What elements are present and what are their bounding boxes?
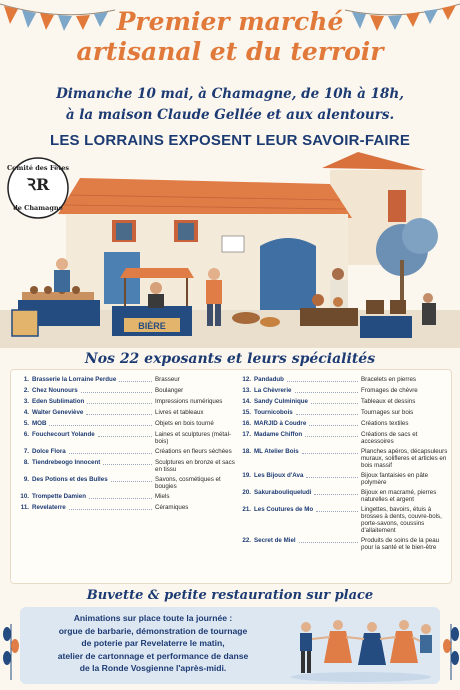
- exhibitor-number: 10.: [20, 493, 29, 500]
- exhibitor-name: Les Bijoux d'Ava: [254, 472, 304, 479]
- animations-line: orgue de barbarie, démonstration de tournage: [58, 625, 248, 636]
- exhibitor-row: [239, 387, 449, 395]
- animations-text: [28, 612, 278, 675]
- exhibitor-row: [17, 476, 235, 490]
- committee-logo: [7, 158, 69, 218]
- dot-leader: [87, 398, 152, 404]
- exhibitor-number: 6.: [23, 431, 29, 438]
- event-place: à la maison Claude Gellée et aux alentours.: [65, 107, 395, 123]
- exhibitor-number: 13.: [242, 387, 251, 394]
- logo-bottom-text: de Chamagne: [13, 204, 63, 212]
- exhibitor-name: Pandadub: [254, 376, 284, 383]
- exhibitor-name: Revelaterre: [32, 504, 66, 511]
- exhibitor-row: [17, 493, 235, 501]
- exhibitor-name: Fouchecourt Yolande: [32, 431, 95, 438]
- dot-leader: [89, 493, 152, 499]
- exhibitor-specialty: Objets en bois tourné: [155, 420, 214, 427]
- leaf-decoration-left: [2, 620, 20, 680]
- exhibitor-name: Les Coutures de Mo: [254, 506, 314, 513]
- exhibitor-name: Secret de Miel: [254, 537, 296, 544]
- exhibitor-number: 14.: [242, 398, 251, 405]
- exhibitor-name: Madame Chiffon: [254, 431, 303, 438]
- dot-leader: [86, 409, 152, 415]
- exhibitor-specialty: Boulanger: [155, 387, 184, 394]
- exhibitor-number: 4.: [23, 409, 29, 416]
- exhibitor-name: Dolce Flora: [32, 448, 66, 455]
- exhibitor-row: [239, 376, 449, 384]
- exhibitor-row: [17, 376, 235, 384]
- exhibitor-name: Sandy Culminique: [254, 398, 308, 405]
- exhibitor-row: [17, 398, 235, 406]
- exhibitor-number: 2.: [23, 387, 29, 394]
- exhibitor-specialty: Bijoux fantaisies en pâte polymère: [361, 472, 429, 486]
- buvette-heading: Buvette & petite restauration sur place: [86, 588, 374, 603]
- exhibitor-name: MARJID à Coudre: [254, 420, 307, 427]
- headline: LES LORRAINS EXPOSENT LEUR SAVOIR-FAIRE: [49, 132, 411, 149]
- exhibitor-specialty: Savons, cosmétiques et bougies: [155, 476, 221, 490]
- exhibitor-row: [239, 448, 449, 469]
- event-date: Dimanche 10 mai, à Chamagne, de 10h à 18h,: [56, 86, 404, 102]
- exhibitor-row: [239, 489, 449, 503]
- exhibitor-name: Trompette Damien: [32, 493, 86, 500]
- exhibitor-row: [17, 387, 235, 395]
- exhibitor-specialty: Brasseur: [155, 376, 180, 383]
- exhibitor-row: [17, 459, 235, 473]
- exhibitor-specialty: Bracelets en pierres: [361, 376, 417, 383]
- exhibitor-number: 17.: [242, 431, 251, 438]
- exhibitor-name: Brasserie la Lorraine Perdue: [32, 376, 117, 383]
- exhibitor-specialty: Tableaux et dessins: [361, 398, 416, 405]
- poster-title-line2: artisanal et du terroir: [76, 37, 384, 66]
- exhibitor-specialty: Céramiques: [155, 504, 189, 511]
- exhibitor-specialty: Tournages sur bois: [361, 409, 414, 416]
- exhibitor-row: [239, 409, 449, 417]
- animations-line: de poterie par Revelaterre le matin,: [81, 638, 225, 649]
- exhibitors-column-right: [239, 376, 449, 554]
- dot-leader: [316, 506, 358, 512]
- exhibitor-number: 15.: [242, 409, 251, 416]
- dot-leader: [295, 387, 359, 393]
- exhibitor-number: 9.: [23, 476, 29, 483]
- exhibitor-specialty: Créations en fleurs séchées: [155, 448, 232, 455]
- exhibitor-name: MOB: [32, 420, 47, 427]
- exhibitor-number: 21.: [242, 506, 251, 513]
- exhibitor-number: 20.: [242, 489, 251, 496]
- exhibitor-number: 22.: [242, 537, 251, 544]
- exhibitor-specialty: Produits de soins de la peau pour la santé et le bien-être: [361, 537, 440, 551]
- exhibitor-row: [239, 420, 449, 428]
- market-illustration: [0, 150, 460, 348]
- exhibitor-row: [239, 472, 449, 486]
- exhibitor-specialty: Planches apéros, décapsuleurs muraux, solifleres et articles en bois massif: [361, 448, 448, 469]
- leaf-decoration-right: [442, 620, 460, 680]
- exhibitor-row: [239, 398, 449, 406]
- exhibitor-name: Sakurabouliqueludi: [254, 489, 312, 496]
- exhibitor-number: 18.: [242, 448, 251, 455]
- exhibitors-title: Nos 22 exposants et leurs spécialités: [84, 351, 376, 367]
- animations-line: de la Ronde Vosgienne l'après-midi.: [79, 663, 227, 674]
- exhibitor-number: 1.: [23, 376, 29, 383]
- dot-leader: [69, 448, 152, 454]
- dot-leader: [69, 504, 152, 510]
- dot-leader: [111, 476, 152, 482]
- dot-leader: [98, 431, 152, 437]
- exhibitor-row: [239, 431, 449, 445]
- exhibitor-specialty: Miels: [155, 493, 170, 500]
- exhibitor-specialty: Sculptures en bronze et sacs en tissu: [155, 459, 235, 473]
- exhibitor-name: ML Atelier Bois: [254, 448, 299, 455]
- exhibitor-specialty: Fromages de chèvre: [361, 387, 418, 394]
- exhibitor-row: [17, 420, 235, 428]
- dot-leader: [49, 420, 152, 426]
- exhibitor-row: [17, 431, 235, 445]
- dot-leader: [287, 376, 358, 382]
- exhibitor-name: Eden Sublimation: [32, 398, 85, 405]
- dot-leader: [311, 398, 358, 404]
- stall-sign-text: BIÈRE: [138, 321, 166, 331]
- exhibitor-row: [17, 504, 235, 512]
- exhibitor-name: Des Potions et des Bulles: [32, 476, 108, 483]
- exhibitor-specialty: Bijoux en macramé, pierres naturelles et argent: [361, 489, 437, 503]
- exhibitors-list: [10, 369, 452, 584]
- exhibitor-number: 12.: [242, 376, 251, 383]
- exhibitor-row: [17, 409, 235, 417]
- dot-leader: [309, 420, 358, 426]
- exhibitor-row: [239, 537, 449, 551]
- animations-panel: [20, 607, 440, 684]
- exhibitor-name: Tournicobois: [254, 409, 293, 416]
- exhibitor-number: 11.: [20, 504, 29, 511]
- exhibitor-name: La Chèvrerie: [254, 387, 292, 394]
- dot-leader: [302, 448, 358, 454]
- dot-leader: [305, 431, 358, 437]
- exhibitor-number: 5.: [23, 420, 29, 427]
- exhibitor-number: 8.: [23, 459, 29, 466]
- exhibitors-column-left: [17, 376, 235, 515]
- exhibitor-name: Walter Geneviève: [32, 409, 84, 416]
- exhibitor-specialty: Créations textiles: [361, 420, 409, 427]
- dot-leader: [299, 537, 358, 543]
- exhibitor-specialty: Créations de sacs et accessoires: [361, 431, 418, 445]
- exhibitor-number: 19.: [242, 472, 251, 479]
- dot-leader: [296, 409, 358, 415]
- poster-title-line1: Premier marché: [116, 7, 344, 36]
- exhibitor-number: 7.: [23, 448, 29, 455]
- exhibitor-specialty: Livres et tableaux: [155, 409, 204, 416]
- dancers-illustration: [286, 609, 436, 683]
- exhibitor-specialty: Lingettes, bavoirs, étuis à brosses à dents, couvre-bols, porte-savons, coussins d'allaitement: [361, 506, 442, 534]
- exhibitor-name: Tiendrebeogo Innocent: [32, 459, 101, 466]
- dot-leader: [103, 459, 152, 465]
- dot-leader: [314, 489, 358, 495]
- exhibitor-specialty: Impressions numériques: [155, 398, 223, 405]
- dot-leader: [119, 376, 152, 382]
- exhibitor-row: [17, 448, 235, 456]
- exhibitor-name: Chez Nounours: [32, 387, 78, 394]
- dot-leader: [81, 387, 152, 393]
- exhibitor-row: [239, 506, 449, 534]
- dot-leader: [306, 472, 358, 478]
- svg-text:ꝚR: ꝚR: [26, 175, 50, 194]
- exhibitor-specialty: Laines et sculptures (métal-bois): [155, 431, 232, 445]
- animations-line: atelier de cartonnage et performance de danse: [57, 650, 249, 661]
- logo-top-text: Comité des Fêtes: [6, 164, 70, 172]
- exhibitor-number: 16.: [242, 420, 251, 427]
- animations-line: Animations sur place toute la journée :: [73, 613, 233, 623]
- exhibitor-number: 3.: [23, 398, 29, 405]
